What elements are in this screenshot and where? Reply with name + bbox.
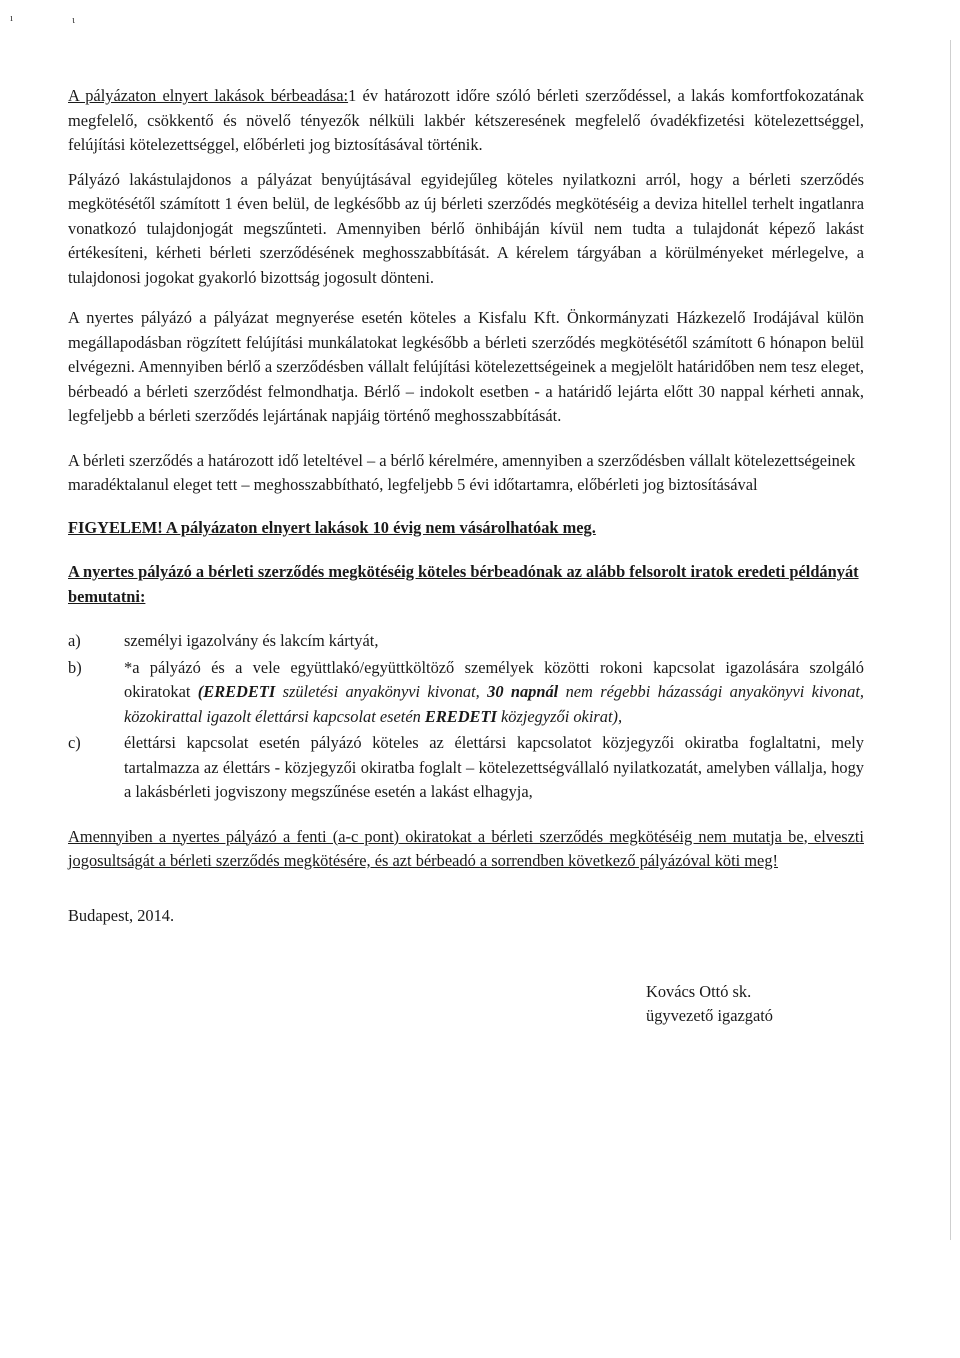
document-body xyxy=(68,84,864,1028)
required-documents-heading: A nyertes pályázó a bérleti szerződés megkötéséig köteles bérbeadónak az alább felsorolt iratok eredeti példányát bemutatni: xyxy=(68,562,859,606)
list-item-emphasis: (EREDETI xyxy=(197,682,276,701)
signatory-title: ügyvezető igazgató xyxy=(646,1006,773,1025)
list-item-emphasis: 30 napnál xyxy=(487,682,559,701)
list-item xyxy=(68,731,864,805)
scan-edge-line xyxy=(950,40,951,1240)
list-item-text: személyi igazolvány és lakcím kártyát, xyxy=(124,631,379,650)
extension-paragraph: A bérleti szerződés a határozott idő leteltével – a bérlő kérelmére, amennyiben a szerződésben vállalt kötelezettségeinek maradéktalanul eleget tett – meghosszabbítható, legfeljebb 5 évi időtartamra, előbérleti jog biztosításával xyxy=(68,450,856,494)
rental-terms-text: 1 év határozott időre szóló bérleti szerződéssel, a lakás komfortfokozatának megfelelő, csökkentő és növelő tényezők nélküli lakbér kétszeresének megfelelő óvadékfizetési kötelezettséggel, felújítási kötelezettséggel, előbérleti jog biztosításával történik. xyxy=(68,86,864,154)
required-documents-list xyxy=(68,629,864,805)
warning-notice: FIGYELEM! A pályázaton elnyert lakások 10 évig nem vásárolhatóak meg. xyxy=(68,517,596,537)
list-item-italic: közjegyzői okirat), xyxy=(496,706,623,726)
list-item xyxy=(68,629,864,654)
list-item-text: *a pályázó és a vele együttlakó/együttköltöző személyek közötti rokoni kapcsolat igazolására szolgáló okiratokat xyxy=(124,657,864,701)
list-item-label: b) xyxy=(68,657,82,677)
rental-terms-paragraph xyxy=(68,84,864,158)
list-item-italic: nem régebbi házassági anyakönyvi kivonat, közokirattal igazolt élettársi kapcsolat esetén xyxy=(124,682,864,726)
owner-declaration-paragraph: Pályázó lakástulajdonos a pályázat benyújtásával egyidejűleg köteles nyilatkozni arról, hogy a bérleti szerződés megkötésétől számított 1 éven belül, de legkésőbb az új bérleti szerződés megkötéséig a deviza hitellel terhelt ingatlanra vonatkozó tulajdonjogát megszűnteti. Amennyiben bérlő önhibáján kívül nem tudta a tulajdonát képező lakást értékesíteni, kérheti bérleti szerződésének meghosszabbítását. A kérelem tárgyában a körülményeket mérlegelve, a tulajdonosi jogokat gyakorló bizottság jogosult dönteni. xyxy=(68,169,864,287)
list-item-text: élettársi kapcsolat esetén pályázó köteles az élettársi kapcsolatot közjegyzői okiratba foglaltatni, mely tartalmazza az élettárs - közjegyzői okiratba foglalt – kötelezettségvállaló nyilatkozatát, amelyben vállalja, hogy a lakásbérleti jogviszony megszűnése esetén a lakást elhagyja, xyxy=(124,733,864,801)
list-item xyxy=(68,656,864,730)
rental-terms-heading: A pályázaton elnyert lakások bérbeadása: xyxy=(68,86,349,105)
closing-notice: Amennyiben a nyertes pályázó a fenti (a-c pont) okiratokat a bérleti szerződés megkötéséig nem mutatja be, elveszti jogosultságát a bérleti szerződés megkötésére, és azt bérbeadó a sorrendben következő pályázóval köti meg! xyxy=(68,826,864,870)
list-item-emphasis: EREDETI xyxy=(424,706,497,726)
list-item-italic: születési anyakönyvi kivonat, xyxy=(275,682,488,701)
signatory-name: Kovács Ottó sk. xyxy=(646,982,752,1001)
renovation-obligation-paragraph: A nyertes pályázó a pályázat megnyerése esetén köteles a Kisfalu Kft. Önkormányzati Házkezelő Irodájával külön megállapodásban rögzített felújítási munkálatokat legkésőbb a bérleti szerződés megkötésétől számított 6 hónapon belül elvégezni. Amennyiben bérlő a szerződésben vállalt felújítási kötelezettségeinek a megjelölt határidőben nem tesz eleget, bérbeadó a bérleti szerződést felmondhatja. Bérlő – indokolt esetben - a határidő lejárta előtt 30 nappal kérheti annak, legfeljebb a bérleti szerződés lejártának napjáig történő meghosszabbítását. xyxy=(68,308,864,425)
place-date: Budapest, 2014. xyxy=(68,905,175,925)
scan-mark-right: ι xyxy=(72,14,75,26)
signature-block xyxy=(646,980,864,1028)
list-item-label: c) xyxy=(68,733,81,752)
list-item-label: a) xyxy=(68,631,81,650)
scan-mark-left: ı xyxy=(10,12,14,24)
